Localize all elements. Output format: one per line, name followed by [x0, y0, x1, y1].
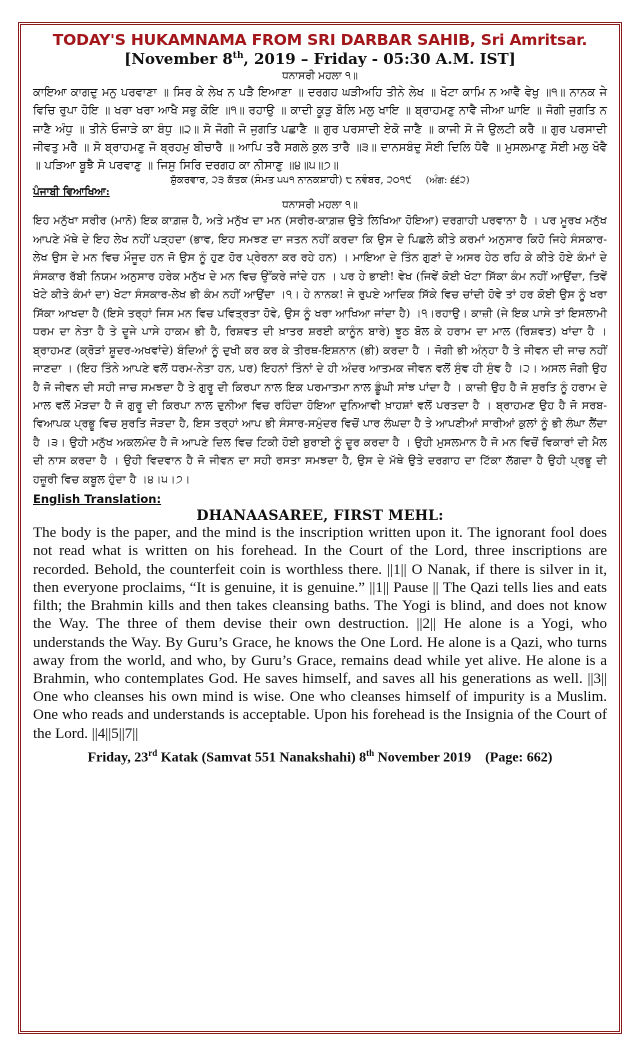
english-translation: The body is the paper, and the mind is the inscription written upon it. The ignorant fool does not read what is written on his forehead. In the Court of the Lord, three inscriptions are recorded. Behold, the counterfeit coin is worthless there. ||1|| O Nanak, if there is silver in it, then everyone proclaims, “It is genuine, it is genuine.” ||1|| Pause || The Qazi tells lies and eats filth; the Brahmin kills and then takes cleansing baths. The Yogi is blind, and does not know the Way. The three of them devise their own destruction. ||2|| He alone is a Yogi, who understands the Way. By Guru’s Grace, he knows the One Lord. He alone is a Qazi, who turns away from the world, and who, by Guru’s Grace, remains dead while yet alive. He alone is a Brahmin, who contemplates God. He saves himself, and saves all his generations as well. ||3|| One who cleanses his own mind is wise. One who cleanses himself of impurity is a Muslim. One who reads and understands is acceptable. Upon his forehead is the Insignia of the Court of the Lord. ||4||5||7|| — [33, 525, 607, 742]
hukamnama-card — [18, 22, 622, 1034]
footer-page: (Page: 662) — [485, 750, 553, 766]
footer-post: November 2019 — [374, 750, 472, 766]
footer-mid: Katak (Samvat 551 Nanakshahi) 8 — [157, 750, 367, 766]
gurbani-heading: ਧਨਾਸਰੀ ਮਹਲਾ ੧॥ — [282, 70, 358, 82]
english-label: English Translation: — [33, 492, 162, 507]
punjabi-date: ਸ਼ੁੱਕਰਵਾਰ, ੨੩ ਕੱਤਕ (ਸੰਮਤ ੫੫੧ ਨਾਨਕਸ਼ਾਹੀ) ੮ ਨਵੰਬਰ, ੨੦੧੯ — [170, 175, 412, 187]
date-pre: [November 8 — [124, 50, 233, 68]
date-post: , 2019 – Friday - 05:30 A.M. IST] — [243, 50, 516, 68]
punjabi-label: ਪੰਜਾਬੀ ਵਿਆਖਿਆ: — [33, 186, 110, 199]
punjabi-heading: ਧਨਾਸਰੀ ਮਹਲਾ ੧॥ — [282, 199, 358, 212]
ang-reference: (ਅੰਗ: ੬੬੨) — [425, 175, 470, 187]
date-sup: th — [232, 51, 244, 61]
date-time-line — [33, 50, 607, 68]
footer-pre: Friday, 23 — [87, 750, 149, 766]
punjabi-explanation: ਇਹ ਮਨੁੱਖਾ ਸਰੀਰ (ਮਾਨੋ) ਇਕ ਕਾਗ਼ਜ਼ ਹੈ, ਅਤੇ ਮਨੁੱਖ ਦਾ ਮਨ (ਸਰੀਰ-ਕਾਗ਼ਜ਼ ਉਤੇ ਲਿਖਿਆ ਹੋਇਆ) ਦਰਗਾਹੀ ਪਰਵਾਨਾ ਹੈ । ਪਰ ਮੂਰਖ ਮਨੁੱਖ ਆਪਣੇ ਮੱਥੇ ਦੇ ਇਹ ਲੇਖ ਨਹੀਂ ਪੜ੍ਹਦਾ (ਭਾਵ, ਇਹ ਸਮਝਣ ਦਾ ਜਤਨ ਨਹੀਂ ਕਰਦਾ ਕਿ ਉਸ ਦੇ ਪਿਛਲੇ ਕੀਤੇ ਕਰਮਾਂ ਅਨੁਸਾਰ ਕਿਹੋ ਜਿਹੇ ਸੰਸਕਾਰ-ਲੇਖ ਉਸ ਦੇ ਮਨ ਵਿਚ ਮੌਜੂਦ ਹਨ ਜੋ ਉਸ ਨੂੰ ਹੁਣ ਹੋਰ ਪ੍ਰੇਰਨਾ ਕਰ ਰਹੇ ਹਨ) । ਮਾਇਆ ਦੇ ਤਿੰਨ ਗੁਣਾਂ ਦੇ ਅਸਰ ਹੇਠ ਰਹਿ ਕੇ ਕੀਤੇ ਹੋਏ ਕੰਮਾਂ ਦੇ ਸੰਸਕਾਰ ਰੱਬੀ ਨਿਯਮ ਅਨੁਸਾਰ ਹਰੇਕ ਮਨੁੱਖ ਦੇ ਮਨ ਵਿਚ ਉੱਕਰੇ ਜਾਂਦੇ ਹਨ । ਪਰ ਹੇ ਭਾਈ! ਵੇਖ (ਜਿਵੇਂ ਕੋਈ ਖੋਟਾ ਸਿੱਕਾ ਕੰਮ ਨਹੀਂ ਆਉਂਦਾ, ਤਿਵੇਂ ਖੋਟੇ ਕੀਤੇ ਕੰਮਾਂ ਦਾ) ਖੋਟਾ ਸੰਸਕਾਰ-ਲੇਖ ਭੀ ਕੰਮ ਨਹੀਂ ਆਉਂਦਾ ।੧। ਹੇ ਨਾਨਕ! ਜੇ ਰੁਪਏ ਆਦਿਕ ਸਿੱਕੇ ਵਿਚ ਚਾਂਦੀ ਹੋਵੇ ਤਾਂ ਹਰ ਕੋਈ ਉਸ ਨੂੰ ਖਰਾ ਸਿੱਕਾ ਆਖਦਾ ਹੈ (ਇਸੇ ਤਰ੍ਹਾਂ ਜਿਸ ਮਨ ਵਿਚ ਪਵਿਤ੍ਰਤਾ ਹੋਵੇ, ਉਸ ਨੂੰ ਖਰਾ ਆਖਿਆ ਜਾਂਦਾ ਹੈ) ।੧।ਰਹਾਉ। ਕਾਜ਼ੀ (ਜੇ ਇਕ ਪਾਸੇ ਤਾਂ ਇਸਲਾਮੀ ਧਰਮ ਦਾ ਨੇਤਾ ਹੈ ਤੇ ਦੂਜੇ ਪਾਸੇ ਹਾਕਮ ਭੀ ਹੈ, ਰਿਸ਼ਵਤ ਦੀ ਖ਼ਾਤਰ ਸ਼ਰਈ ਕਾਨੂੰਨ ਬਾਰੇ) ਝੂਠ ਬੋਲ ਕੇ ਹਰਾਮ ਦਾ ਮਾਲ (ਰਿਸ਼ਵਤ) ਖਾਂਦਾ ਹੈ । ਬ੍ਰਾਹਮਣ (ਕ੍ਰੋੜਾਂ ਸ਼ੂਦਰ-ਅਖਵਾਂਦੇ) ਬੰਦਿਆਂ ਨੂੰ ਦੁਖੀ ਕਰ ਕਰ ਕੇ ਤੀਰਥ-ਇਸ਼ਨਾਨ (ਭੀ) ਕਰਦਾ ਹੈ । ਜੋਗੀ ਭੀ ਅੰਨ੍ਹਾ ਹੈ ਤੇ ਜੀਵਨ ਦੀ ਜਾਚ ਨਹੀਂ ਜਾਣਦਾ । (ਇਹ ਤਿੰਨੇ ਆਪਣੇ ਵਲੋਂ ਧਰਮ-ਨੇਤਾ ਹਨ, ਪਰ) ਇਹਨਾਂ ਤਿੰਨਾਂ ਦੇ ਹੀ ਅੰਦਰ ਆਤਮਕ ਜੀਵਨ ਵਲੋਂ ਸੁੰਞ ਹੀ ਸੁੰਞ ਹੈ ।੨। ਅਸਲ ਜੋਗੀ ਉਹ ਹੈ ਜੋ ਜੀਵਨ ਦੀ ਸਹੀ ਜਾਚ ਸਮਝਦਾ ਹੈ ਤੇ ਗੁਰੂ ਦੀ ਕਿਰਪਾ ਨਾਲ ਇਕ ਪਰਮਾਤਮਾ ਨਾਲ ਡੂੰਘੀ ਸਾਂਝ ਪਾਂਦਾ ਹੈ । ਕਾਜ਼ੀ ਉਹ ਹੈ ਜੋ ਸੁਰਤਿ ਨੂੰ ਹਰਾਮ ਦੇ ਮਾਲ ਵਲੋਂ ਮੋੜਦਾ ਹੈ ਜੋ ਗੁਰੂ ਦੀ ਕਿਰਪਾ ਨਾਲ ਦੁਨੀਆ ਵਿਚ ਰਹਿੰਦਾ ਹੋਇਆ ਦੁਨਿਆਵੀ ਖ਼ਾਹਸ਼ਾਂ ਵਲੋਂ ਪਰਤਦਾ ਹੈ । ਬ੍ਰਾਹਮਣ ਉਹ ਹੈ ਜੋ ਸਰਬ-ਵਿਆਪਕ ਪ੍ਰਭੂ ਵਿਚ ਸੁਰਤਿ ਜੋੜਦਾ ਹੈ, ਇਸ ਤਰ੍ਹਾਂ ਆਪ ਭੀ ਸੰਸਾਰ-ਸਮੁੰਦਰ ਵਿਚੋਂ ਪਾਰ ਲੰਘਦਾ ਹੈ ਤੇ ਆਪਣੀਆਂ ਸਾਰੀਆਂ ਕੁਲਾਂ ਨੂੰ ਭੀ ਲੰਘਾ ਲੈਂਦਾ ਹੈ ।੩। ਉਹੀ ਮਨੁੱਖ ਅਕਲਮੰਦ ਹੈ ਜੋ ਆਪਣੇ ਦਿਲ ਵਿਚ ਟਿਕੀ ਹੋਈ ਬੁਰਾਈ ਨੂੰ ਦੂਰ ਕਰਦਾ ਹੈ । ਉਹੀ ਮੁਸਲਮਾਨ ਹੈ ਜੋ ਮਨ ਵਿਚੋਂ ਵਿਕਾਰਾਂ ਦੀ ਮੈਲ ਦੀ ਨਾਸ ਕਰਦਾ ਹੈ । ਉਹੀ ਵਿਦਵਾਨ ਹੈ ਜੋ ਜੀਵਨ ਦਾ ਸਹੀ ਰਸਤਾ ਸਮਝਦਾ ਹੈ, ਉਸ ਦੇ ਮੱਥੇ ਉਤੇ ਦਰਗਾਹ ਦਾ ਟਿੱਕਾ ਲੱਗਦਾ ਹੈ ਉਹੀ ਪ੍ਰਭੂ ਦੀ ਹਜ਼ੂਰੀ ਵਿਚ ਕਬੂਲ ਹੁੰਦਾ ਹੈ ।੪।੫।੭। — [33, 214, 607, 486]
gurbani-text: ਕਾਇਆ ਕਾਗਦੁ ਮਨੁ ਪਰਵਾਣਾ ॥ ਸਿਰ ਕੇ ਲੇਖ ਨ ਪੜੈ ਇਆਣਾ ॥ ਦਰਗਹ ਘੜੀਅਹਿ ਤੀਨੇ ਲੇਖ ॥ ਖੋਟਾ ਕਾਮਿ ਨ ਆਵੈ ਵੇਖੁ ॥੧॥ ਨਾਨਕ ਜੇ ਵਿਚਿ ਰੁਪਾ ਹੋਇ ॥ ਖਰਾ ਖਰਾ ਆਖੈ ਸਭੁ ਕੋਇ ॥੧॥ ਰਹਾਉ ॥ ਕਾਦੀ ਕੂੜੁ ਬੋਲਿ ਮਲੁ ਖਾਇ ॥ ਬ੍ਰਾਹਮਣੁ ਨਾਵੈ ਜੀਆ ਘਾਇ ॥ ਜੋਗੀ ਜੁਗਤਿ ਨ ਜਾਣੈ ਅੰਧੁ ॥ ਤੀਨੇ ਓਜਾੜੇ ਕਾ ਬੰਧੁ ॥੨॥ ਸੋ ਜੋਗੀ ਜੋ ਜੁਗਤਿ ਪਛਾਣੈ ॥ ਗੁਰ ਪਰਸਾਦੀ ਏਕੋ ਜਾਣੈ ॥ ਕਾਜੀ ਸੋ ਜੋ ਉਲਟੀ ਕਰੈ ॥ ਗੁਰ ਪਰਸਾਦੀ ਜੀਵਤੁ ਮਰੈ ॥ ਸੋ ਬ੍ਰਾਹਮਣੁ ਜੋ ਬ੍ਰਹਮੁ ਬੀਚਾਰੈ ॥ ਆਪਿ ਤਰੈ ਸਗਲੇ ਕੁਲ ਤਾਰੈ ॥੩॥ ਦਾਨਸਬੰਦੁ ਸੋਈ ਦਿਲਿ ਧੋਵੈ ॥ ਮੁਸਲਮਾਣੁ ਸੋਈ ਮਲੁ ਖੋਵੈ ॥ ਪੜਿਆ ਬੂਝੈ ਸੋ ਪਰਵਾਣੁ ॥ ਜਿਸੁ ਸਿਰਿ ਦਰਗਹ ਕਾ ਨੀਸਾਣੁ ॥੪॥੫॥੭॥ — [33, 85, 607, 173]
page-title: TODAY'S HUKAMNAMA FROM SRI DARBAR SAHIB, Sri Amritsar. — [52, 31, 588, 49]
footer-date-line — [33, 748, 607, 767]
english-heading: DHANAASAREE, FIRST MEHL: — [196, 508, 444, 525]
gurbani-date-line — [33, 175, 607, 186]
footer-sup2: th — [366, 747, 375, 758]
footer-sup1: rd — [148, 747, 158, 758]
